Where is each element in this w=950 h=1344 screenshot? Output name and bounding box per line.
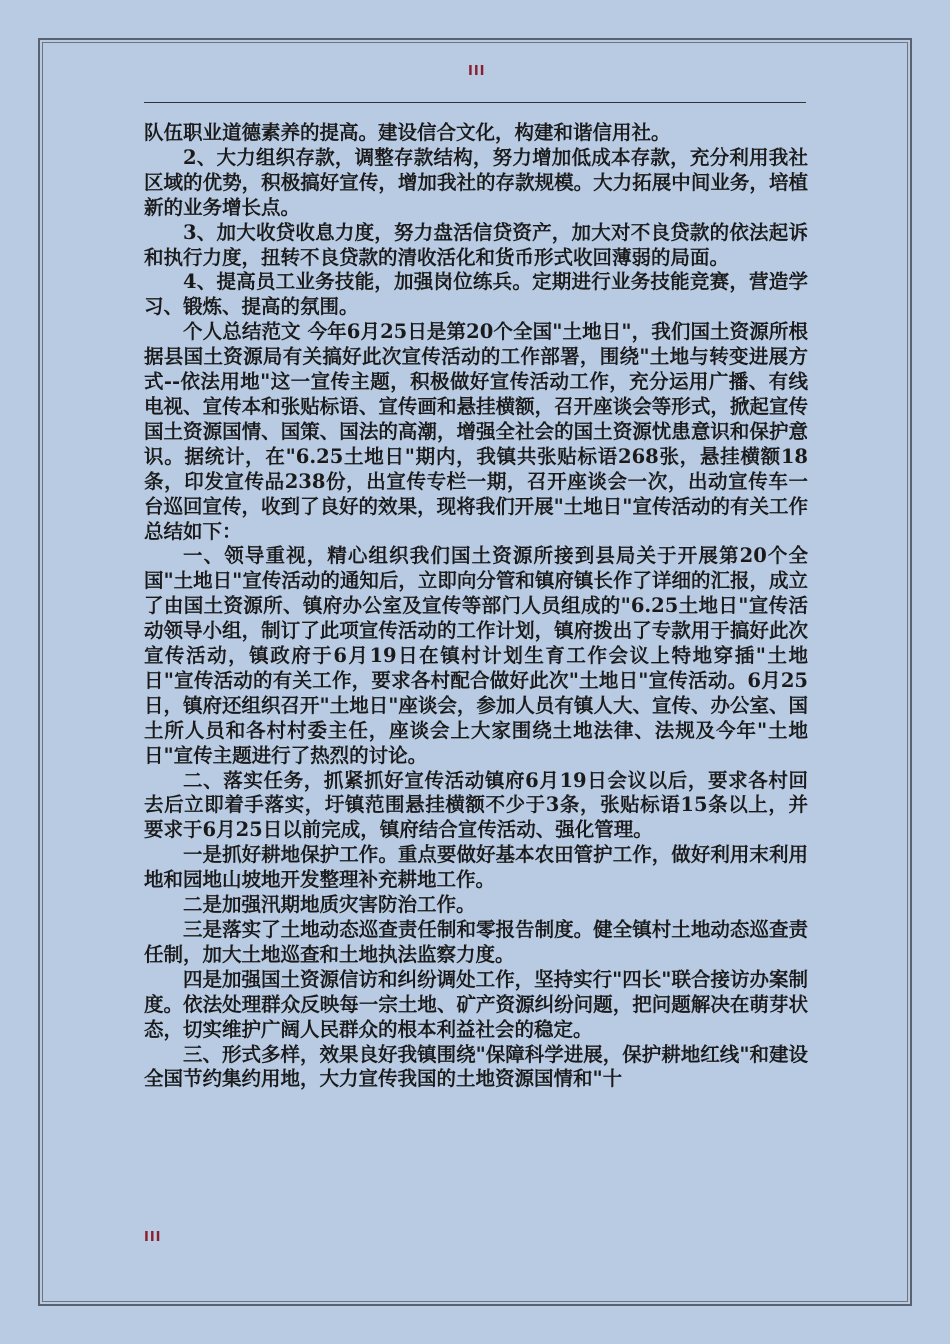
paragraph-section-2: 二、落实任务，抓紧抓好宣传活动镇府6月19日会议以后，要求各村回去后立即着手落实，圩镇范围悬挂横额不少于3条，张贴标语15条以上，并要求于6月25日以前完成，镇府结合宣传活动、强化管理。 (144, 768, 808, 842)
paragraph-section-3: 三、形式多样，效果良好我镇围绕"保障科学进展，保护耕地红线"和建设全国节约集约用地，大力宣传我国的土地资源国情和"十 (144, 1042, 808, 1091)
paragraph-continuation: 队伍职业道德素养的提高。建设信合文化，构建和谐信用社。 (144, 121, 671, 144)
paragraph-point-4: 四是加强国土资源信访和纠纷调处工作，坚持实行"四长"联合接访办案制度。依法处理群众反映每一宗土地、矿产资源纠纷问题，把问题解决在萌芽状态，切实维护广阔人民群众的根本利益社会的稳定。 (144, 967, 808, 1041)
paragraph-item-4: 4、提高员工业务技能，加强岗位练兵。定期进行业务技能竞赛，营造学习、锻炼、提高的氛围。 (144, 270, 808, 319)
header-rule (144, 102, 806, 103)
paragraph-section-1: 一、领导重视，精心组织我们国土资源所接到县局关于开展第20个全国"土地日"宣传活动的通知后，立即向分管和镇府镇长作了详细的汇报，成立了由国土资源所、镇府办公室及宣传等部门人员组成的"6.25土地日"宣传活动领导小组，制订了此项宣传活动的工作计划，镇府拨出了专款用于搞好此次宣传活动，镇政府于6月19日在镇村计划生育工作会议上特地穿插"土地日"宣传活动的有关工作，要求各村配合做好此次"土地日"宣传活动。6月25日，镇府还组织召开"土地日"座谈会，参加人员有镇人大、宣传、办公室、国土所人员和各村村委主任，座谈会上大家围绕土地法律、法规及今年"土地日"宣传主题进行了热烈的讨论。 (144, 544, 808, 767)
header-mark: III (468, 64, 486, 79)
document-body (144, 121, 808, 1092)
footer-mark: III (144, 1230, 162, 1245)
paragraph-item-2: 2、大力组织存款，调整存款结构，努力增加低成本存款，充分利用我社区域的优势，积极搞好宣传，增加我社的存款规模。大力拓展中间业务，培植新的业务增长点。 (144, 145, 808, 219)
paragraph-point-3: 三是落实了土地动态巡查责任制和零报告制度。健全镇村土地动态巡查责任制，加大土地巡查和土地执法监察力度。 (144, 918, 808, 966)
paragraph-point-1: 一是抓好耕地保护工作。重点要做好基本农田管护工作，做好利用末利用地和园地山坡地开发整理补充耕地工作。 (144, 843, 808, 892)
paragraph-point-2: 二是加强汛期地质灾害防治工作。 (183, 893, 476, 917)
paragraph-item-3: 3、加大收贷收息力度，努力盘活信贷资产，加大对不良贷款的依法起诉和执行力度，扭转不良贷款的清收活化和货币形式收回薄弱的局面。 (144, 220, 808, 269)
paragraph-summary-intro: 个人总结范文 今年6月25日是第20个全国"土地日"，我们国土资源所根据县国土资源局有关搞好此次宣传活动的工作部署，围绕"土地与转变进展方式--依法用地"这一宣传主题，积极做好宣传活动工作，充分运用广播、有线电视、宣传本和张贴标语、宣传画和悬挂横额，召开座谈会等形式，掀起宣传国土资源国情、国策、国法的高潮，增强全社会的国土资源忧患意识和保护意识。据统计，在"6.25土地日"期内，我镇共张贴标语268张，悬挂横额18条，印发宣传品238份，出宣传专栏一期，召开座谈会一次，出动宣传车一台巡回宣传，收到了良好的效果，现将我们开展"土地日"宣传活动的有关工作总结如下： (144, 320, 808, 543)
